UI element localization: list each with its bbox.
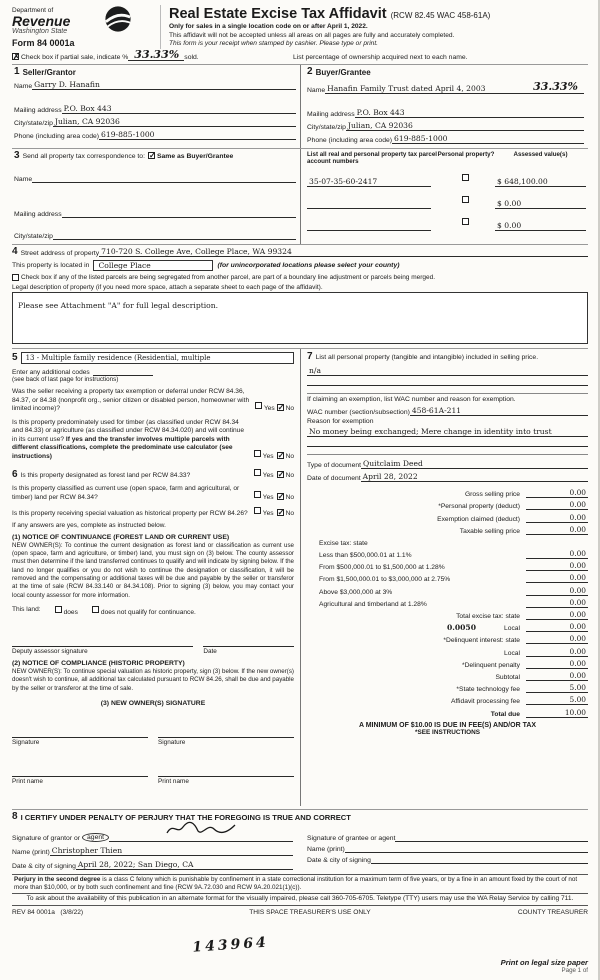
exemption-reason-label: Reason for exemption xyxy=(307,417,374,425)
agency-block xyxy=(12,5,160,49)
grantee-name-value[interactable] xyxy=(345,852,588,853)
correspondence-label: Send all property tax correspondence to: xyxy=(22,152,145,160)
grantor-date-label: Date & city of signing xyxy=(12,863,76,871)
ownership-note: List percentage of ownership acquired next to each name. xyxy=(293,54,468,62)
grantee-certification xyxy=(307,824,588,870)
does-label: does xyxy=(63,608,78,616)
minimum-due-note: A MINIMUM OF $10.00 IS DUE IN FEE(S) AND/OR TAX xyxy=(358,721,537,729)
land-use-code-box[interactable]: 13 - Multiple family residence (Residential, multiple xyxy=(21,352,294,364)
grantor-certification xyxy=(12,824,293,870)
certify-heading: I CERTIFY UNDER PENALTY OF PERJURY THAT THE FOREGOING IS TRUE AND CORRECT xyxy=(20,812,351,822)
dor-logo-icon xyxy=(104,5,132,33)
tax-row xyxy=(307,620,588,632)
no-label: No xyxy=(285,493,294,501)
corr-citystatezip-field[interactable] xyxy=(53,221,296,240)
tax-value[interactable]: 0.00 xyxy=(526,634,588,644)
section-use-classification xyxy=(12,349,300,806)
header-note-1: Only for sales in a single location code on or after April 1, 2022. xyxy=(169,23,368,30)
yes-checkbox[interactable] xyxy=(254,491,261,498)
signature-label: Signature xyxy=(158,738,186,746)
question-current-use xyxy=(12,485,294,502)
tax-value[interactable]: 0.00 xyxy=(526,513,588,523)
sec4-number: 4 xyxy=(12,246,18,258)
deputy-date-line[interactable] xyxy=(203,628,294,647)
additional-codes-label: Enter any additional codes xyxy=(12,369,90,377)
located-in-label: This property is located in xyxy=(12,262,90,270)
tax-label: *Delinquent interest: state xyxy=(443,637,520,645)
tax-label: Taxable selling price xyxy=(459,527,520,535)
tax-value[interactable]: 5.00 xyxy=(526,695,588,705)
grantor-signature-icon xyxy=(164,820,238,836)
new-owner-signature-row xyxy=(12,719,294,746)
personal-property-blank-line[interactable] xyxy=(307,376,588,386)
grantor-signature-label: Signature of grantor or xyxy=(12,835,81,843)
stamp-number: 143964 xyxy=(191,934,270,956)
document-date-value[interactable]: April 28, 2022 xyxy=(361,472,588,482)
section-property xyxy=(12,244,588,291)
section-correspondence xyxy=(12,148,588,244)
street-address-label: Street address of property xyxy=(20,250,100,258)
grantor-signature[interactable] xyxy=(109,820,293,842)
personal-property-checkbox[interactable] xyxy=(462,174,469,181)
tax-label: Above $3,000,000 at 3% xyxy=(319,588,393,596)
header-note-3: This form is your receipt when stamped by cashier. Please type or print. xyxy=(169,40,379,48)
parcel-col-numbers: List all real and personal property tax parcel account numbers xyxy=(307,151,437,166)
tax-label: *State technology fee xyxy=(456,686,520,694)
question-text: Was the seller receiving a property tax exemption or deferral under RCW 84.36, 84.37, or 84.38 (nonprofit org., senior citizen or disabled person, homeowner with limited income)? xyxy=(12,388,250,413)
personal-property-value[interactable]: n/a xyxy=(307,366,588,376)
header-note-2: This affidavit will not be accepted unless all areas on all pages are fully and accurately completed. xyxy=(169,31,455,39)
parcel-col-personal: Personal property? xyxy=(437,151,495,159)
grantor-name-value[interactable]: Christopher Thien xyxy=(50,846,293,856)
segregated-label: Check box if any of the listed parcels are being segregated from another parcel, are part of a boundary line adjustment or parcels being merged. xyxy=(21,274,436,282)
tax-row xyxy=(307,510,588,522)
no-checkbox[interactable]: ✓ xyxy=(277,491,285,501)
yes-label: Yes xyxy=(262,510,274,518)
no-checkbox[interactable]: ✓ xyxy=(277,469,285,479)
corr-name-label: Name xyxy=(14,176,33,184)
tax-label: Less than $500,000.01 at 1.1% xyxy=(319,552,412,560)
deputy-date-label: Date xyxy=(203,647,217,655)
no-label: No xyxy=(285,471,294,479)
deputy-signature-label: Deputy assessor signature xyxy=(12,647,88,655)
partial-sale-row xyxy=(12,48,588,62)
legal-desc-box[interactable] xyxy=(12,292,588,344)
washington-state-label: Washington State xyxy=(12,28,68,35)
no-checkbox[interactable]: ✓ xyxy=(277,403,285,413)
sec8-number: 8 xyxy=(12,811,18,823)
compliance-title: (2) NOTICE OF COMPLIANCE (HISTORIC PROPERTY) xyxy=(12,659,185,667)
no-label: No xyxy=(285,510,294,518)
accessibility-note: To ask about the availability of this publication in an alternate format for the visually impaired, please call 360-705-6705. Teletype (TTY) users may use the WA Relay Service by calling 711. xyxy=(12,894,588,906)
buyer-name-value[interactable]: Hanafin Family Trust dated April 4, 2003 xyxy=(325,84,527,94)
print-name-label: Print name xyxy=(158,777,189,785)
see-instructions-note: *SEE INSTRUCTIONS xyxy=(415,728,480,736)
parcel-col-assessed: Assessed value(s) xyxy=(513,151,568,159)
parcel-row xyxy=(307,213,586,231)
same-as-buyer-label: Same as Buyer/Grantee xyxy=(156,152,234,160)
yes-label: Yes xyxy=(262,453,274,461)
tax-row xyxy=(307,535,588,547)
new-owner-printname-row xyxy=(12,758,294,785)
if-yes-note: If any answers are yes, complete as instructed below. xyxy=(12,521,166,529)
question-historic-property xyxy=(12,507,294,519)
tax-row xyxy=(307,681,588,693)
form-title-rcw: (RCW 82.45 WAC 458-61A) xyxy=(390,11,491,20)
continuance-text: NEW OWNER(S): To continue the current designation as forest land or classification as current use (open space, farm and agriculture, or timber) land, you must sign on (3) below. The county assessor must then determine if the land transferred continues to qualify and will indicate by signing below. If the land no longer qualifies or you do not wish to continue the designation or classification, it will be removed and the compensating or additional taxes will be due and payable by the seller or transferor at the time of sale (RCW 84.33.140 or 84.34.108). Prior to signing (3) below, you may contact your local county assessor for more information. xyxy=(12,541,294,599)
corr-name-field[interactable] xyxy=(32,164,296,183)
does-not-label: does not qualify for continuance. xyxy=(100,608,196,616)
yes-checkbox[interactable] xyxy=(254,507,261,514)
tax-label: Local xyxy=(504,649,520,657)
parcel-number-value[interactable] xyxy=(307,208,431,209)
form-title: Real Estate Excise Tax Affidavit xyxy=(169,6,387,22)
legal-desc-label: Legal description of property (if you need more space, attach a separate sheet to each page of the affidavit). xyxy=(12,284,323,292)
tax-value[interactable]: 0.00 xyxy=(526,549,588,559)
yes-label: Yes xyxy=(262,471,274,479)
grantee-date-value[interactable] xyxy=(371,863,588,864)
corr-citystatezip-label: City/state/zip xyxy=(14,233,53,241)
no-checkbox[interactable]: ✓ xyxy=(277,451,285,461)
tax-row xyxy=(307,705,588,717)
seller-section-number: 1 xyxy=(14,66,20,78)
seller-address-value[interactable]: P.O. Box 443 xyxy=(62,104,296,114)
yes-checkbox[interactable] xyxy=(255,402,262,409)
revenue-label: Revenue xyxy=(12,13,71,29)
local-rate-value[interactable]: 0.0050 xyxy=(446,623,476,633)
title-block xyxy=(160,5,588,49)
tax-value[interactable]: 10.00 xyxy=(526,708,588,718)
sec3-number: 3 xyxy=(14,150,20,162)
perjury-note xyxy=(12,874,588,894)
buyer-percent[interactable]: 33.33% xyxy=(527,80,584,94)
tax-value[interactable]: 0.00 xyxy=(526,671,588,681)
question-forest-land xyxy=(12,469,294,481)
exemption-note: If claiming an exemption, list WAC number and reason for exemption. xyxy=(307,393,588,403)
legal-desc-text: Please see Attachment "A" for full legal description. xyxy=(18,301,219,311)
parcel-row xyxy=(307,169,586,187)
middle-columns xyxy=(12,348,588,806)
print-footer xyxy=(501,958,588,974)
tax-row xyxy=(307,498,588,510)
question-tax-exemption xyxy=(12,388,294,414)
corr-address-label: Mailing address xyxy=(14,211,62,219)
county-treasurer-label: COUNTY TREASURER xyxy=(517,909,588,917)
wac-number-label: WAC number (section/subsection) xyxy=(307,408,410,416)
no-checkbox[interactable]: ✓ xyxy=(277,508,285,518)
tax-label: Excise tax: state xyxy=(319,539,368,547)
tax-row xyxy=(307,547,588,559)
parcel-table xyxy=(300,149,588,244)
grantee-date-label: Date & city of signing xyxy=(307,857,371,865)
yes-label: Yes xyxy=(262,493,274,501)
tax-value[interactable]: 0.00 xyxy=(526,525,588,535)
page-number: Page 1 of xyxy=(561,967,588,974)
tax-row xyxy=(307,608,588,620)
buyer-section-number: 2 xyxy=(307,66,313,78)
grantee-signature[interactable] xyxy=(395,823,588,842)
tax-value[interactable]: 0.00 xyxy=(526,573,588,583)
partial-sale-suffix: sold. xyxy=(184,54,199,62)
tax-label: *Personal property (deduct) xyxy=(438,503,520,511)
buyer-phone-label: Phone (including area code) xyxy=(307,137,393,145)
tax-value[interactable]: 0.00 xyxy=(526,598,588,608)
seller-name-value[interactable]: Garry D. Hanafin xyxy=(32,80,296,90)
grantee-name-label: Name (print) xyxy=(307,846,345,854)
seller-citystatezip-label: City/state/zip xyxy=(14,120,53,128)
tax-row xyxy=(307,571,588,583)
tax-label: Local xyxy=(504,625,520,633)
tax-row xyxy=(307,523,588,535)
yes-label: Yes xyxy=(263,405,275,413)
seller-citystatezip-value[interactable]: Julian, CA 92036 xyxy=(53,117,296,127)
grantor-name-label: Name (print) xyxy=(12,849,50,857)
parcel-row xyxy=(307,191,586,209)
exemption-reason-blank-line[interactable] xyxy=(307,437,588,447)
seller-phone-label: Phone (including area code) xyxy=(14,133,100,141)
located-in-select[interactable]: College Place xyxy=(93,260,213,271)
personal-property-checkbox[interactable] xyxy=(462,196,469,203)
parcel-number-value[interactable]: 35-07-35-60-2417 xyxy=(307,177,431,187)
tax-label: Total excise tax: state xyxy=(456,613,520,620)
new-owner-signature-line-1[interactable] xyxy=(12,719,148,738)
no-label: No xyxy=(285,405,294,413)
buyer-name-label: Name xyxy=(307,87,326,95)
question-timber-agriculture xyxy=(12,419,294,462)
exemption-reason-value[interactable]: No money being exchanged; Mere change in identity into trust xyxy=(307,427,588,437)
tax-label: Agricultural and timberland at 1.28% xyxy=(319,600,427,608)
deputy-signature-line[interactable] xyxy=(12,628,193,647)
corr-address-field[interactable] xyxy=(62,199,296,218)
form-header xyxy=(12,5,588,49)
parcel-number-value[interactable] xyxy=(307,230,431,231)
partial-sale-label: Check box if partial sale, indicate % xyxy=(21,54,129,62)
partial-sale-percent: 33.33% xyxy=(134,48,180,62)
buyer-address-value[interactable]: P.O. Box 443 xyxy=(355,108,584,118)
form-number: Form 84 0001a xyxy=(12,38,75,48)
additional-codes-field[interactable] xyxy=(93,368,153,376)
seller-heading: Seller/Grantor xyxy=(22,67,76,77)
same-as-buyer-checkbox[interactable]: ✓ xyxy=(148,151,156,161)
section-buyer xyxy=(300,65,588,148)
seller-phone-value[interactable]: 619-885-1000 xyxy=(99,130,296,140)
does-checkbox[interactable] xyxy=(55,606,62,613)
tax-value[interactable]: 0.00 xyxy=(526,610,588,620)
tax-value[interactable]: 0.00 xyxy=(526,500,588,510)
segregated-checkbox[interactable] xyxy=(12,274,19,281)
question-text: Is this property predominately used for timber (as classified under RCW 84.34 and 84.33) or agriculture (as classified under RCW 84.34.020) and will continue in its current use? If yes and the transfer involves multiple parcels with different classifications, complete the predominate use calculator (see instructions) xyxy=(12,418,245,461)
perjury-rest: is a class C felony which is punishable by confinement in a state correctional institution for a maximum term of five years, or by a fine in an amount fixed by the court of not more than $10,000, or by both such confinement and fine (RCW 9A.72.030 and RCW 9A.20.021(1)(c)). xyxy=(14,876,578,892)
document-type-label: Type of document xyxy=(307,461,362,469)
sec5-number: 5 xyxy=(12,352,18,364)
buyer-citystatezip-label: City/state/zip xyxy=(307,124,346,132)
compliance-text: NEW OWNER(S): To continue special valuation as historic property, sign (3) below. If the new owner(s) doesn't wish to continue, all additional tax calculated pursuant to RCW 84.26, shall be due and payable by the seller or transferor at the time of sale. xyxy=(12,667,294,692)
question-text: Is this property designated as forest land per RCW 84.33? xyxy=(20,471,191,479)
grantor-date-value[interactable]: April 28, 2022; San Diego, CA xyxy=(76,860,293,870)
tax-row xyxy=(307,559,588,571)
tax-label: Affidavit processing fee xyxy=(450,698,520,706)
print-legal-note: Print on legal size paper xyxy=(500,958,588,967)
print-name-label: Print name xyxy=(12,777,43,785)
new-owner-signature-line-2[interactable] xyxy=(158,719,294,738)
dept-of-label: Department of xyxy=(12,7,54,14)
tax-value[interactable]: 0.00 xyxy=(526,488,588,498)
tax-row xyxy=(307,693,588,705)
tax-value[interactable]: 0.00 xyxy=(526,647,588,657)
partial-sale-percent-field[interactable] xyxy=(128,48,184,62)
seller-name-label: Name xyxy=(14,83,33,91)
question-text: Is this property receiving special valuation as historical property per RCW 84.26? xyxy=(12,510,248,518)
tax-label: Total due xyxy=(490,710,520,718)
no-label: No xyxy=(285,453,294,461)
tax-row xyxy=(307,644,588,656)
buyer-heading: Buyer/Grantee xyxy=(315,67,371,77)
parties-section xyxy=(12,64,588,148)
tax-row xyxy=(307,583,588,595)
question-text: Is this property classified as current use (open space, farm and agricultural, or timber) land per RCW 84.34? xyxy=(12,485,240,501)
wac-number-value[interactable]: 458-61A-211 xyxy=(410,406,588,416)
assessed-value[interactable]: $ 648,100.00 xyxy=(495,177,586,187)
tax-row xyxy=(307,669,588,681)
perjury-bold: Perjury in the second degree xyxy=(14,876,101,884)
tax-value[interactable]: 5.00 xyxy=(526,683,588,693)
unincorporated-note: (for unincorporated locations please select your county) xyxy=(217,262,400,270)
rev-number: REV 84 0001a (3/8/22) xyxy=(12,909,84,917)
land-qualify-row xyxy=(12,606,294,616)
treasurer-space-label: THIS SPACE TREASURER'S USE ONLY xyxy=(249,909,371,917)
section-seller xyxy=(12,65,300,148)
buyer-address-label: Mailing address xyxy=(307,111,355,119)
tax-row xyxy=(307,596,588,608)
section-certification xyxy=(12,809,588,870)
grantee-signature-label: Signature of grantee or agent xyxy=(307,835,396,843)
new-owner-printname-line-2[interactable] xyxy=(158,758,294,777)
tax-label: Subtotal xyxy=(495,673,520,681)
section-tax-computation xyxy=(300,349,588,806)
tax-value[interactable]: 0.00 xyxy=(526,659,588,669)
personal-property-list-label: List all personal property (tangible and intangible) included in selling price. xyxy=(315,354,539,362)
assessed-value[interactable]: $ 0.00 xyxy=(495,221,586,231)
new-owner-printname-line-1[interactable] xyxy=(12,758,148,777)
tax-row xyxy=(307,632,588,644)
tax-value[interactable]: 0.00 xyxy=(526,586,588,596)
tax-value[interactable]: 0.00 xyxy=(526,622,588,632)
seller-address-label: Mailing address xyxy=(14,107,62,115)
yes-checkbox[interactable] xyxy=(254,450,261,457)
tax-value[interactable]: 0.00 xyxy=(526,561,588,571)
buyer-citystatezip-value[interactable]: Julian, CA 92036 xyxy=(346,121,584,131)
new-owner-signature-title: (3) NEW OWNER(S) SIGNATURE xyxy=(100,699,206,707)
personal-property-checkbox[interactable] xyxy=(462,218,469,225)
continuance-title: (1) NOTICE OF CONTINUANCE (FOREST LAND OR CURRENT USE) xyxy=(12,533,230,541)
signature-label: Signature xyxy=(12,738,40,746)
tax-label: Exemption claimed (deduct) xyxy=(437,515,520,523)
tax-row xyxy=(307,486,588,498)
yes-checkbox[interactable] xyxy=(254,469,261,476)
does-not-checkbox[interactable] xyxy=(92,606,99,613)
tax-label: *Delinquent penalty xyxy=(462,661,520,669)
codes-instructions-note: (see back of last page for instructions) xyxy=(12,376,119,384)
document-date-label: Date of document xyxy=(307,474,361,482)
deputy-assessor-row xyxy=(12,628,294,655)
street-address-value[interactable]: 710-720 S. College Ave, College Place, WA 99324 xyxy=(99,247,588,257)
buyer-phone-value[interactable]: 619-885-1000 xyxy=(392,134,584,144)
treasurer-row xyxy=(12,909,588,916)
tax-row xyxy=(307,657,588,669)
agent-circled-label: agent xyxy=(82,833,109,842)
tax-label: Gross selling price xyxy=(464,491,520,499)
this-land-label: This land: xyxy=(12,605,41,613)
sec6-number: 6 xyxy=(12,468,18,480)
tax-label: From $500,000.01 to $1,500,000 at 1.28% xyxy=(319,564,445,572)
tax-label: From $1,500,000.01 to $3,000,000 at 2.75% xyxy=(319,576,451,584)
assessed-value[interactable]: $ 0.00 xyxy=(495,199,586,209)
sec7-number: 7 xyxy=(307,351,313,363)
partial-sale-checkbox[interactable]: ✗ xyxy=(13,52,20,62)
document-type-value[interactable]: Quitclaim Deed xyxy=(361,459,588,469)
